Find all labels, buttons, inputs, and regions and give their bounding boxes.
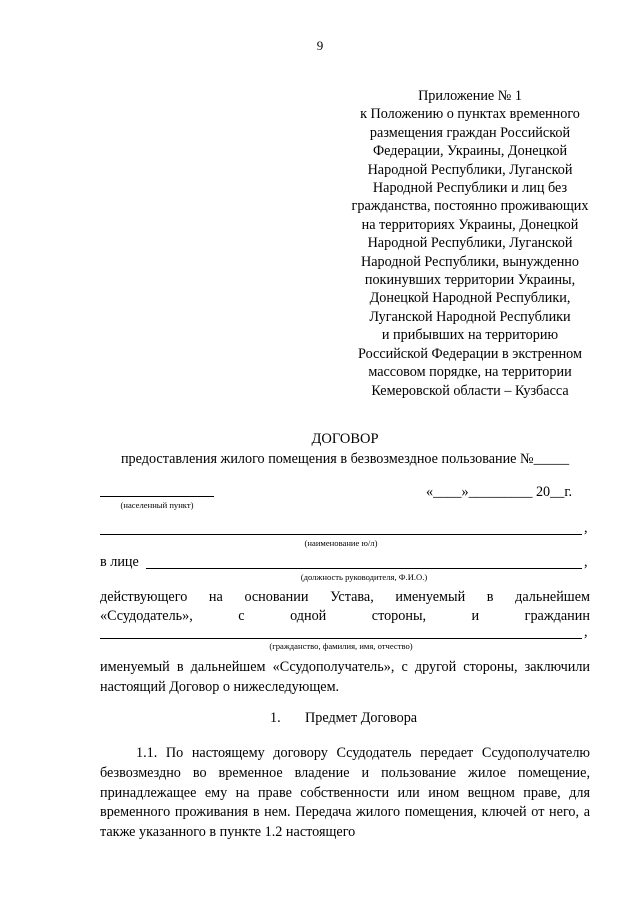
clause-1-1: 1.1. По настоящему договору Ссудодатель передает Ссудополучателю безвозмездно во временное владение и пользование жилое помещение, принадлежащее ему на праве собственности или ином вещном праве, для временного проживания в нем. Передача жилого помещения, ключей от него, а также указанного в пункте 1.2 настоящего: [100, 745, 590, 841]
acting-line: [100, 589, 590, 606]
appendix-heading: Приложение № 1: [418, 88, 522, 104]
word: с: [238, 608, 245, 624]
appendix-line: Кемеровской области – Кузбасса: [371, 382, 569, 399]
word: Устава,: [330, 589, 374, 605]
appendix-line: на территориях Украины, Донецкой: [361, 216, 579, 233]
appendix-line: Народной Республики, Луганской: [367, 235, 573, 252]
word: одной: [290, 608, 327, 624]
word: стороны,: [371, 608, 427, 624]
contract-subtitle: предоставления жилого помещения в безвозмездное пользование №_____: [120, 451, 570, 467]
lender-line: [100, 608, 590, 625]
word: на: [208, 589, 223, 605]
appendix-line: к Положению о пунктах временного: [360, 106, 580, 123]
appendix-line: Федерации, Украины, Донецкой: [372, 143, 568, 160]
word: именуемый: [395, 589, 466, 605]
word: действующего: [100, 589, 188, 605]
appendix-line: размещения граждан Российской: [369, 124, 571, 141]
appendix-line: Луганской Народной Республики: [369, 308, 571, 325]
appendix-line: и прибывших на территорию: [381, 327, 559, 344]
appendix-line: Народной Республики, Луганской: [367, 161, 573, 178]
contract-title: ДОГОВОР: [311, 431, 379, 447]
citizen-line: [100, 638, 582, 639]
caption-organization: (наименование ю/л): [304, 538, 378, 548]
word: в: [486, 589, 494, 605]
appendix-line: массовом порядке, на территории: [368, 364, 572, 381]
page-number: 9: [316, 38, 324, 53]
date-field: «____»_________ 20__г.: [426, 484, 573, 500]
appendix-block: [350, 87, 590, 400]
appendix-line: Донецкой Народной Республики,: [369, 290, 571, 307]
head-comma: ,: [584, 554, 588, 570]
concluded-paragraph: именуемый в дальнейшем «Ссудополучатель», с другой стороны, заключили настоящий Договор о нижеследующем.: [100, 659, 590, 695]
locality-line: [100, 496, 214, 497]
organization-comma: ,: [584, 520, 588, 536]
appendix-line: Российской Федерации в экстренном: [358, 345, 582, 362]
appendix-line: покинувших территории Украины,: [364, 272, 576, 289]
caption-locality: (населенный пункт): [120, 500, 194, 510]
section-title: Предмет Договора: [305, 710, 418, 726]
appendix-line: Народной Республики и лиц без: [372, 180, 568, 197]
citizen-comma: ,: [584, 624, 588, 640]
word: основании: [244, 589, 309, 605]
in-person-prefix: в лице: [100, 554, 139, 570]
organization-line: [100, 534, 582, 535]
appendix-line: гражданства, постоянно проживающих: [351, 198, 589, 215]
word: «Ссудодатель»,: [100, 608, 193, 624]
appendix-line: Народной Республики, вынужденно: [361, 253, 579, 270]
word: гражданин: [524, 608, 590, 624]
word: и: [471, 608, 480, 624]
section-number: 1.: [270, 710, 281, 726]
head-line: [146, 568, 582, 569]
word: дальнейшем: [515, 589, 590, 605]
caption-head: (должность руководителя, Ф.И.О.): [300, 572, 428, 582]
caption-citizen: (гражданство, фамилия, имя, отчество): [269, 641, 413, 651]
